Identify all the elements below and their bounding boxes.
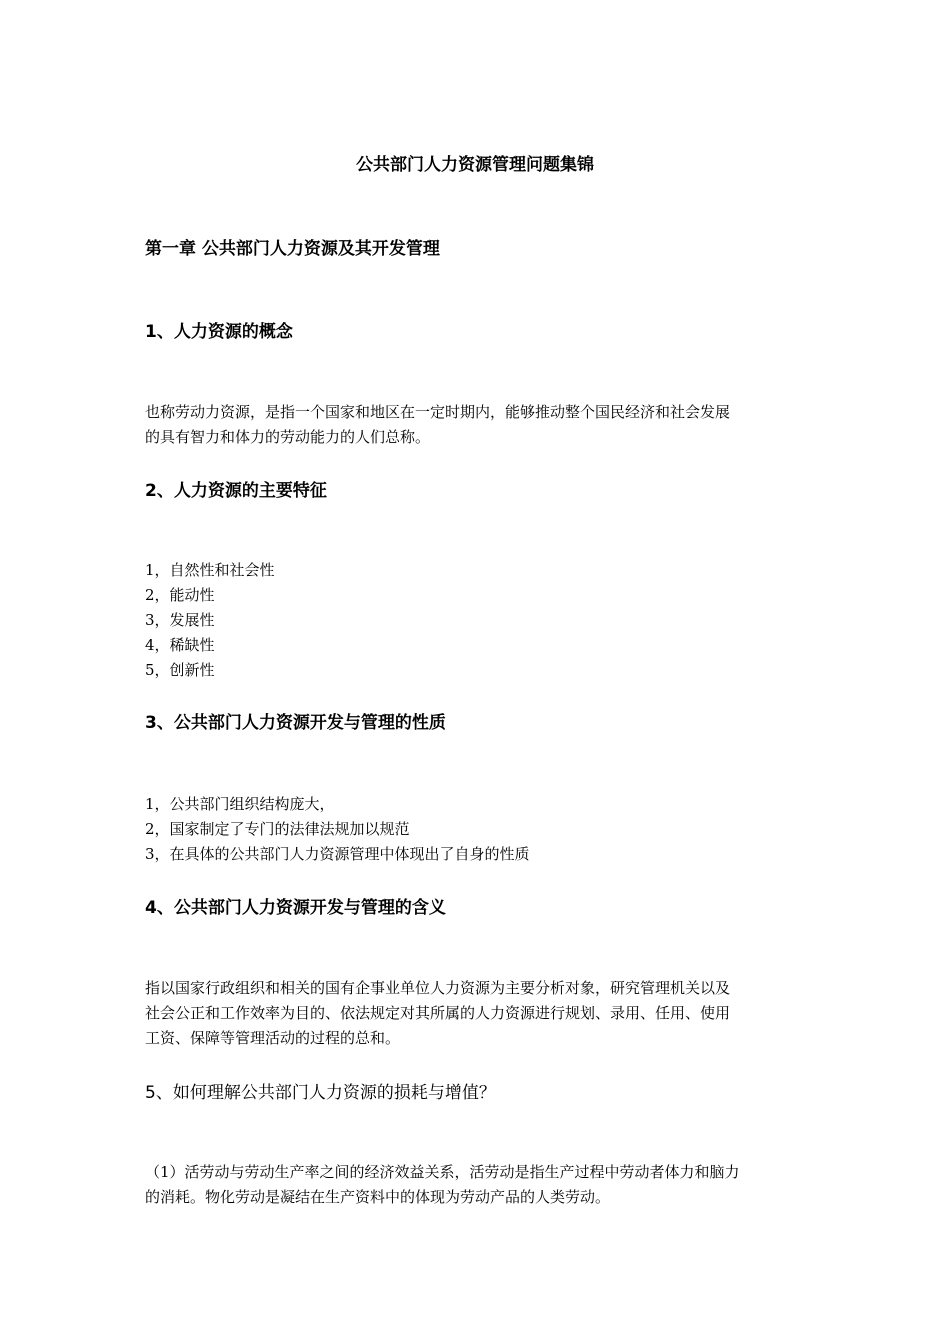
list-item: 2，国家制定了专门的法律法规加以规范 — [145, 820, 410, 838]
document-title: 公共部门人力资源管理问题集锦 — [356, 155, 594, 175]
list-item: 1，自然性和社会性 — [145, 561, 275, 579]
section-heading-4: 4、公共部门人力资源开发与管理的含义 — [145, 898, 446, 918]
section-list-3 — [145, 792, 530, 867]
body-line: 社会公正和工作效率为目的、依法规定对其所属的人力资源进行规划、录用、任用、使用 — [145, 1004, 731, 1022]
section-heading-3: 3、公共部门人力资源开发与管理的性质 — [145, 713, 446, 733]
section-body-5 — [145, 1160, 810, 1210]
list-item: 1，公共部门组织结构庞大， — [145, 795, 335, 813]
body-line: 工资、保障等管理活动的过程的总和。 — [145, 1029, 401, 1047]
body-line: 也称劳动力资源，是指一个国家和地区在一定时期内，能够推动整个国民经济和社会发展 — [145, 403, 731, 421]
body-line: 的消耗。物化劳动是凝结在生产资料中的体现为劳动产品的人类劳动。 — [145, 1188, 611, 1206]
list-item: 4，稀缺性 — [145, 636, 215, 654]
body-line: （1）活劳动与劳动生产率之间的经济效益关系，活劳动是指生产过程中劳动者体力和脑力 — [145, 1163, 740, 1181]
chapter-heading: 第一章 公共部门人力资源及其开发管理 — [145, 239, 440, 259]
body-line: 的具有智力和体力的劳动能力的人们总称。 — [145, 428, 431, 446]
section-list-2 — [145, 558, 275, 683]
list-item: 5，创新性 — [145, 661, 215, 679]
body-line: 指以国家行政组织和相关的国有企事业单位人力资源为主要分析对象，研究管理机关以及 — [145, 979, 731, 997]
list-item: 2，能动性 — [145, 586, 215, 604]
section-body-1 — [145, 400, 810, 450]
section-heading-5: 5、如何理解公共部门人力资源的损耗与增值？ — [145, 1083, 496, 1103]
section-heading-1: 1、人力资源的概念 — [145, 322, 293, 342]
section-body-4 — [145, 976, 810, 1051]
list-item: 3，在具体的公共部门人力资源管理中体现出了自身的性质 — [145, 845, 530, 863]
list-item: 3，发展性 — [145, 611, 215, 629]
section-heading-2: 2、人力资源的主要特征 — [145, 481, 327, 501]
